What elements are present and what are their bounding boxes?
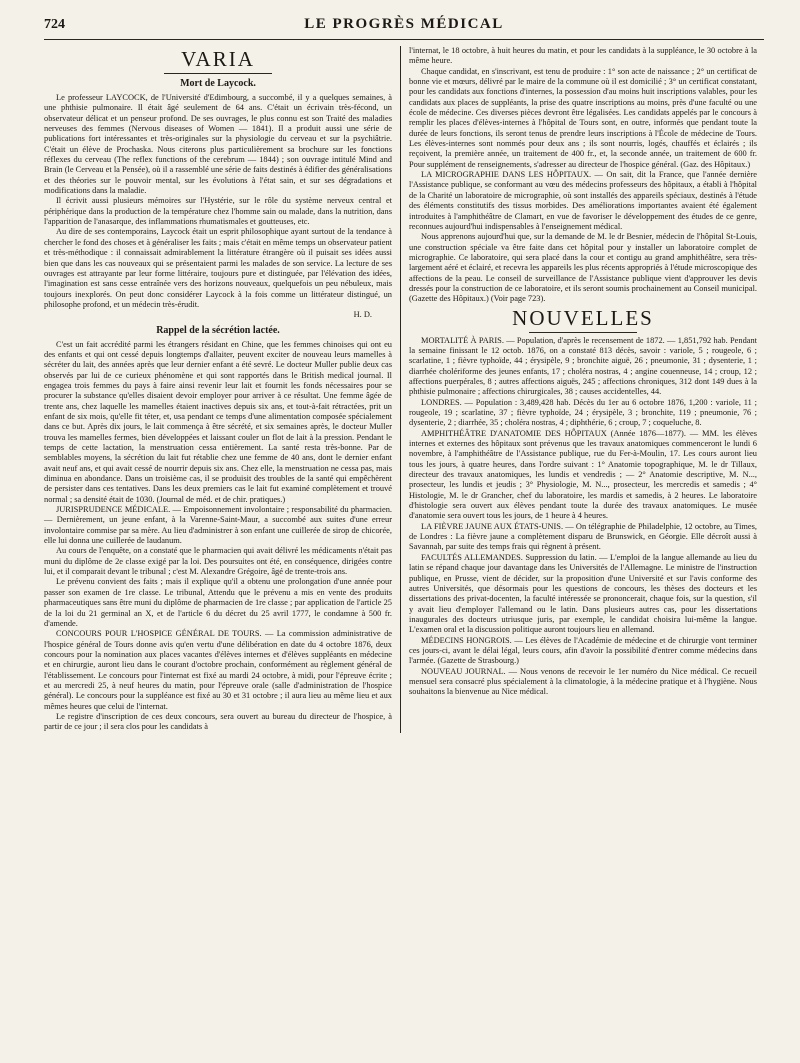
news-item: MÉDECINS HONGROIS. — Les élèves de l'Académie de médecine et de chirurgie vont terminer ces jours-ci, avant le délai légal, leurs cours, afin d'avoir la possibilité d'entrer comme médecins dans l'armée. (Gazette de Strasbourg.) <box>409 635 757 666</box>
section-divider <box>164 73 272 74</box>
page-header <box>44 16 764 40</box>
news-item: FACULTÉS ALLEMANDES. Suppression du latin. — L'emploi de la langue allemande au lieu du latin se répand chaque jour davantage dans les Universités de l'Allemagne. Le ministre de l'instruction publique, en Prusse, vient de décider, sur la proposition d'une Université et sur l'avis conforme des autres Universités, que désormais pour les questions de concours, les thèses des docteurs et les dissertations des privat-docenten, la faculté intéressée se prononcerait, chaque fois, sur la question, s'il y avait lieu d'employer l'allemand ou le latin. Dans plusieurs autres cas, pour les dissertations inaugurales des docteurs utriusque juris, par exemple, le candidat choisira lui-même la langue. L'examen oral et la discussion politique auront toujours lieu en allemand. <box>409 552 757 635</box>
article-title-lactation: Rappel de la sécrétion lactée. <box>156 324 280 336</box>
article-paragraph: Le professeur LAYCOCK, de l'Université d'Edimbourg, a succombé, il y a quelques semaines, à une phthisie pulmonaire. Il était âgé seulement de 64 ans. C'était un écrivain très-fécond, un observateur délicat et un penseur profond. De ses ouvrages, le plus connu est son Traité des maladies nerveuses des femmes (Nervous diseases of Women — 1841). Il a produit aussi une série de publications fort intéressantes et très-originales sur la physiologie du cerveau et sur la psychiâtrie. C'était un élève de Prochaska. Nous citerons plus particulièrement sa brochure sur les fonctions réflexes du cerveau (The reflex functions of the cerebrum — 1844) ; son ouvrage intitulé Mind and Brain (le Cerveau et la Pensée), où il a rassemblé une série de faits destinés à édifier des généralisations et des théories sur le pouvoir mental, sur les évolutions à l'état sain, et sur ses dégradations et modifications dans la maladie. <box>44 93 392 196</box>
section-divider <box>529 332 637 333</box>
news-item: AMPHITHÉÂTRE D'ANATOMIE DES HÔPITAUX (Année 1876—1877). — MM. les élèves internes et externes des hôpitaux sont prévenus que les travaux anatomiques commenceront le lundi 6 novembre, à l'amphithéâtre de l'Assistance publique, rue du Fer-à-Moulin, 17. Les cours auront lieu tous les jours, à quatre heures, dans l'ordre suivant : 1° Anatomie topographique, M. le dr Tillaux, directeur des travaux anatomiques, les lundis et vendredis ; — 2° Anatomie descriptive, M. N..., prosecteur, les lundis et jeudis ; 3° Physiologie, M. N..., prosecteur, les mercredis et samedis ; 4° Histologie, M. le dr Grancher, chef du laboratoire, les mardis et samedis, à 2 heures. Le laboratoire d'histologie sera ouvert aux élèves pendant toute la durée des travaux anatomiques. Le musée d'anatomie sera ouvert tous les jours, de 1 heure à 4 heures. <box>409 428 757 521</box>
article-title-laycock: Mort de Laycock. <box>180 78 256 89</box>
news-item: Le prévenu convient des faits ; mais il explique qu'il a obtenu une prolongation d'une année pour passer son examen de 1re classe. Le tribunal, Attendu que le prévenu a mis en vente des produits pharmaceutiques sans être muni du diplôme de pharmacien de 1re classe ; par application de l'article 25 de la loi du 21 germinal an X, et de l'article 6 du décret du 25 avril 1777, le condamne à 500 fr. d'amende. <box>44 577 392 628</box>
news-item: CONCOURS POUR L'HOSPICE GÉNÉRAL DE TOURS. — La commission administrative de l'hospice général de Tours donne avis qu'en vertu d'une délibération en date du 4 octobre 1876, deux concours pour la nomination aux places vacantes d'élèves internes et d'élèves suppléants en médecine et en chirurgie, auront lieu dans le courant d'octobre prochain, conformément au règlement général de l'établissement. Le concours pour l'internat est fixé au mardi 24 octobre, à midi, pour l'épreuve écrite ; et au mercredi 25, à neuf heures du matin, pour l'épreuve orale (salle d'administration de l'hospice général). Le concours pour la suppléance est fixé au 30 et 31 octobre ; il aura lieu au même lieu et aux mêmes heures que celui de l'internat. <box>44 629 392 711</box>
news-item: JURISPRUDENCE MÉDICALE. — Empoisonnement involontaire ; responsabilité du pharmacien. — Dernièrement, un jeune enfant, à la Varenne-Saint-Maur, a succombé aux suites d'une erreur involontaire commise par sa mère. Au lieu d'administrer à son enfant une cuillerée de sirop de chicorée, elle lui donna une cuillerée de laudanum. <box>44 505 392 546</box>
text-columns <box>44 46 764 733</box>
news-item: Nous apprenons aujourd'hui que, sur la demande de M. le dr Besnier, médecin de l'hôpital St-Louis, une construction spéciale va être faite dans cet hôpital pour y installer un laboratoire complet de micrographie. Ce laboratoire, qui sera placé dans la cour et contigu au grand amphithéâtre, sera très-largement aéré et éclairé, et recevra les appareils les plus récents appropriés à l'étude microscopique des affections de la peau. Le conseil de surveillance de l'Assistance publique vient d'approuver les devis dressés pour la construction de ce laboratoire, et ils seront soumis prochainement au Conseil municipal. (Gazette des Hôpitaux.) (Voir page 723). <box>409 232 757 304</box>
article-signature: H. D. <box>353 310 372 320</box>
nouvelles-heading: NOUVELLES <box>512 305 654 330</box>
continued-paragraph: l'internat, le 18 octobre, à huit heures du matin, et pour les candidats à la suppléance, le 30 octobre à la même heure. <box>409 46 757 66</box>
news-item: Chaque candidat, en s'inscrivant, est tenu de produire : 1° son acte de naissance ; 2° un certificat de bonne vie et mœurs, délivré par le maire de la commune où il est domicilié ; 3° un certificat constatant, pour les candidats aux fonctions d'internes, la possession d'au moins huit inscriptions valables, pour les candidats aux places de suppléants, la prise des quatre inscriptions au moins, près d'une faculté ou une école de médecine. Ces diverses pièces devront être légalisées. Les candidats appelés par le concours à remplir les places d'élèves-internes à l'hôpital de Tours sont, en outre, informés que pendant toute la durée de leurs fonctions, ils seront tenus de prendre leurs inscriptions à l'École de médecine de Tours. Les élèves-internes sont nommés pour deux ans ; ils sont nourris, logés, chauffés et éclairés ; ils reçoivent, la première année, un traitement de 400 fr., et, la seconde année, un traitement de 600 fr. Pour supplément de renseignements, s'adresser au directeur de l'hospice général. (Gaz. des Hôpitaux.) <box>409 66 757 169</box>
varia-heading: VARIA <box>181 47 255 71</box>
right-column <box>400 46 757 733</box>
news-item: LONDRES. — Population : 3,489,428 hab. Décès du 1er au 6 octobre 1876, 1,200 : variole, 11 ; rougeole, 19 ; scarlatine, 37 ; fièvre typhoïde, 24 ; érysipèle, 3 ; bronchite, 119 ; pneumonie, 76 ; dysenterie, 2 ; diarrhée, 35 ; choléra nostras, 4 ; diphthérie, 6 ; croup, 7 ; coqueluche, 8. <box>409 397 757 428</box>
news-item: Le registre d'inscription de ces deux concours, sera ouvert au bureau du directeur de l'hospice, à partir de ce jour ; il sera clos pour les candidats à <box>44 711 392 732</box>
article-paragraph: C'est un fait accrédité parmi les étrangers résidant en Chine, que les femmes chinoises qui ont eu des enfants et qui ont cessé depuis longtemps d'allaiter, peuvent exciter de nouveau leurs mamelles à sécréter du lait, des années après que leur dernier enfant a été sevré. Le docteur Muller publie deux cas observés par lui de ce curieux phénomène et qui sont rapportés dans le British medical journal. Il engagea trois femmes du pays à faire ainsi revenir leur lait et fournit les fonds nécessaires pour se procurer la substance qu'elles disaient devoir employer pour arriver à ce résultat. Une femme âgée de trente ans, chez laquelle les mamelles étaient inactives depuis six ans, et tout-à-fait rétractées, prit un enfant de six mois, qu'elle fit téter, et, usa pendant ce temps d'une alimentation composée spécialement dans ce but. Après dix jours, le lait commença à être sécrété, et six semaines après, le docteur Muller trouva les mamelles fermes, bien développées et laissant couler un flot de lait à la pression. Pendant le temps de cette lactation, la menstruation cessa entièrement. La santé resta très-bonne. Par de semblables moyens, la sécrétion du lait fut rétablie chez une femme de 40 ans, dont le dernier enfant avait neuf ans, et qui avait cessé de nourrir depuis six ans. Chez elle, la menstruation ne cessa pas, mais diminua en abondance. Dans un troisième cas, il se produisit des troubles de la santé qui empêchèrent de persister dans ces tentatives. Dans les deux premiers cas le lait fut examiné complètement et trouvé normal ; sa densité était de 1030. (Journal de méd. et de chir. pratiques.) <box>44 339 392 504</box>
news-item: MORTALITÉ À PARIS. — Population, d'après le recensement de 1872. — 1,851,792 hab. Pendant la semaine finissant le 12 octob. 1876, on a constaté 813 décès, savoir : variole, 5 ; rougeole, 6 ; scarlatine, 1 ; fièvre typhoïde, 44 ; érysipèle, 9 ; bronchite aiguë, 26 ; pneumonie, 31 ; dysenterie, 1 ; diarrhée cholériforme des jeunes enfants, 17 ; choléra nostras, 4 ; angine couenneuse, 14 ; croup, 12 ; affections puerpérales, 8 ; autres affections aiguës, 245 ; affections chroniques, 312 dont 149 dues à la phthisie pulmonaire ; affections chirurgicales, 38 ; causes accidentelles, 44. <box>409 335 757 397</box>
left-column <box>44 46 400 733</box>
article-paragraph: Il écrivit aussi plusieurs mémoires sur l'Hystérie, sur le rôle du système nerveux central et périphérique dans la production de la température chez l'homme sain ou malade, dans la nutrition, dans l'apparition de l'anasarque, des inflammations rhumatismales et goutteuses, etc. <box>44 196 392 227</box>
journal-title: LE PROGRÈS MÉDICAL <box>304 16 504 32</box>
page-number: 724 <box>44 17 65 32</box>
news-item: LA MICROGRAPHIE DANS LES HÔPITAUX. — On sait, dit la France, que l'année dernière l'Assistance publique, se conformant au vœu des médecins professeurs des hôpitaux, a établi à l'hôpital de la Charité un laboratoire de micrographie, où sont installés des appareils spéciaux, destinés à l'étude des éléments constitutifs des tissus morbides. Des améliorations importantes avaient été également introduites à l'amphithéâtre de Clamart, en vue de favoriser le développement des études de ce genre, reconnues aujourd'hui indispensables à l'enseignement médical. <box>409 170 757 231</box>
article-paragraph: Au dire de ses contemporains, Laycock était un esprit philosophique ayant surtout de la tendance à chercher le fond des choses et à généraliser les faits ; mais c'était en même temps un observateur patient et très-méthodique : il connaissait admirablement la littérature étrangère où il puisait ses idées aussi bien que dans les cas nouveaux qui se présentaient parmi les malades de son service. La lecture de ses ouvrages est attrayante par leur forme littéraire, toujours pure et distinguée, par l'élévation des idées, l'imagination est sans cesse entraînée vers des horizons nouveaux, quelquefois un peu nébuleux, mais toujours inexplorés. On peut donc considérer Laycock à la fois comme un littérateur distingué, un philosophe profond, et un médecin très-érudit. <box>44 227 393 309</box>
news-item: NOUVEAU JOURNAL. — Nous venons de recevoir le 1er numéro du Nice médical. Ce recueil mensuel sera consacré plus spécialement à la climatologie, à la médecine pratique et à l'hygiène. Nous souhaitons la bienvenue au Nice médical. <box>409 666 757 697</box>
news-item: Au cours de l'enquête, on a constaté que le pharmacien qui avait délivré les médicaments n'était pas muni du diplôme de 2e classe exigé par la loi. Des poursuites ont été, en conséquence, dirigées contre lui, et il comparait devant le tribunal ; c'est M. Alexandre Grégoire, âgé de trente-trois ans. <box>44 546 392 577</box>
news-item: LA FIÈVRE JAUNE AUX ÉTATS-UNIS. — On télégraphie de Philadelphie, 12 octobre, au Times, de Londres : La fièvre jaune a complètement disparu de Brunswick, en Géorgie. Elle décroît aussi à Savannah, par suite des temps frais qui règnent à présent. <box>409 521 757 552</box>
